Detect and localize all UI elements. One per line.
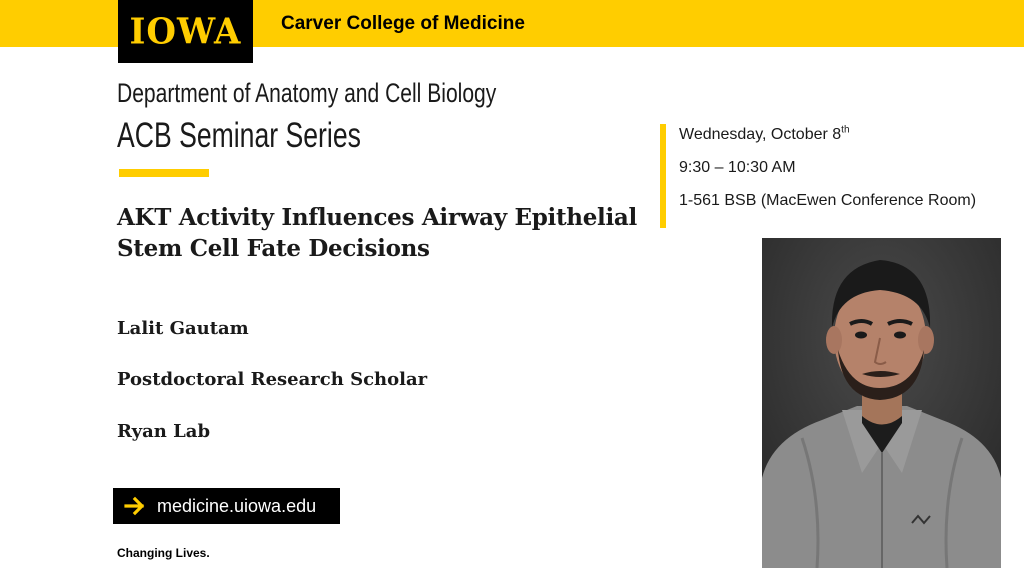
talk-title-line2: Stem Cell Fate Decisions	[117, 235, 430, 262]
speaker-portrait	[762, 238, 1001, 568]
talk-title	[117, 202, 657, 264]
speaker-position: Postdoctoral Research Scholar	[117, 369, 428, 390]
event-date-text: Wednesday, October 8	[679, 126, 842, 143]
event-location: 1-561 BSB (MacEwen Conference Room)	[679, 192, 977, 209]
event-accent-bar	[660, 124, 666, 228]
speaker-name: Lalit Gautam	[117, 318, 249, 339]
event-date-suffix: th	[841, 124, 850, 136]
speaker-photo	[762, 238, 1001, 568]
arrow-right-icon	[113, 488, 157, 524]
speaker-lab: Ryan Lab	[117, 421, 211, 442]
website-link[interactable]	[113, 488, 340, 524]
iowa-logo	[118, 0, 253, 63]
talk-title-line1: AKT Activity Influences Airway Epithelial	[117, 204, 637, 231]
event-date	[679, 126, 850, 144]
seminar-series: ACB Seminar Series	[117, 116, 361, 155]
college-name: Carver College of Medicine	[281, 13, 525, 34]
logo-text: IOWA	[129, 10, 242, 53]
department-name: Department of Anatomy and Cell Biology	[117, 78, 497, 108]
website-url[interactable]: medicine.uiowa.edu	[157, 495, 317, 516]
event-time: 9:30 – 10:30 AM	[679, 159, 796, 176]
accent-rule	[119, 169, 209, 177]
tagline: Changing Lives.	[117, 546, 210, 560]
